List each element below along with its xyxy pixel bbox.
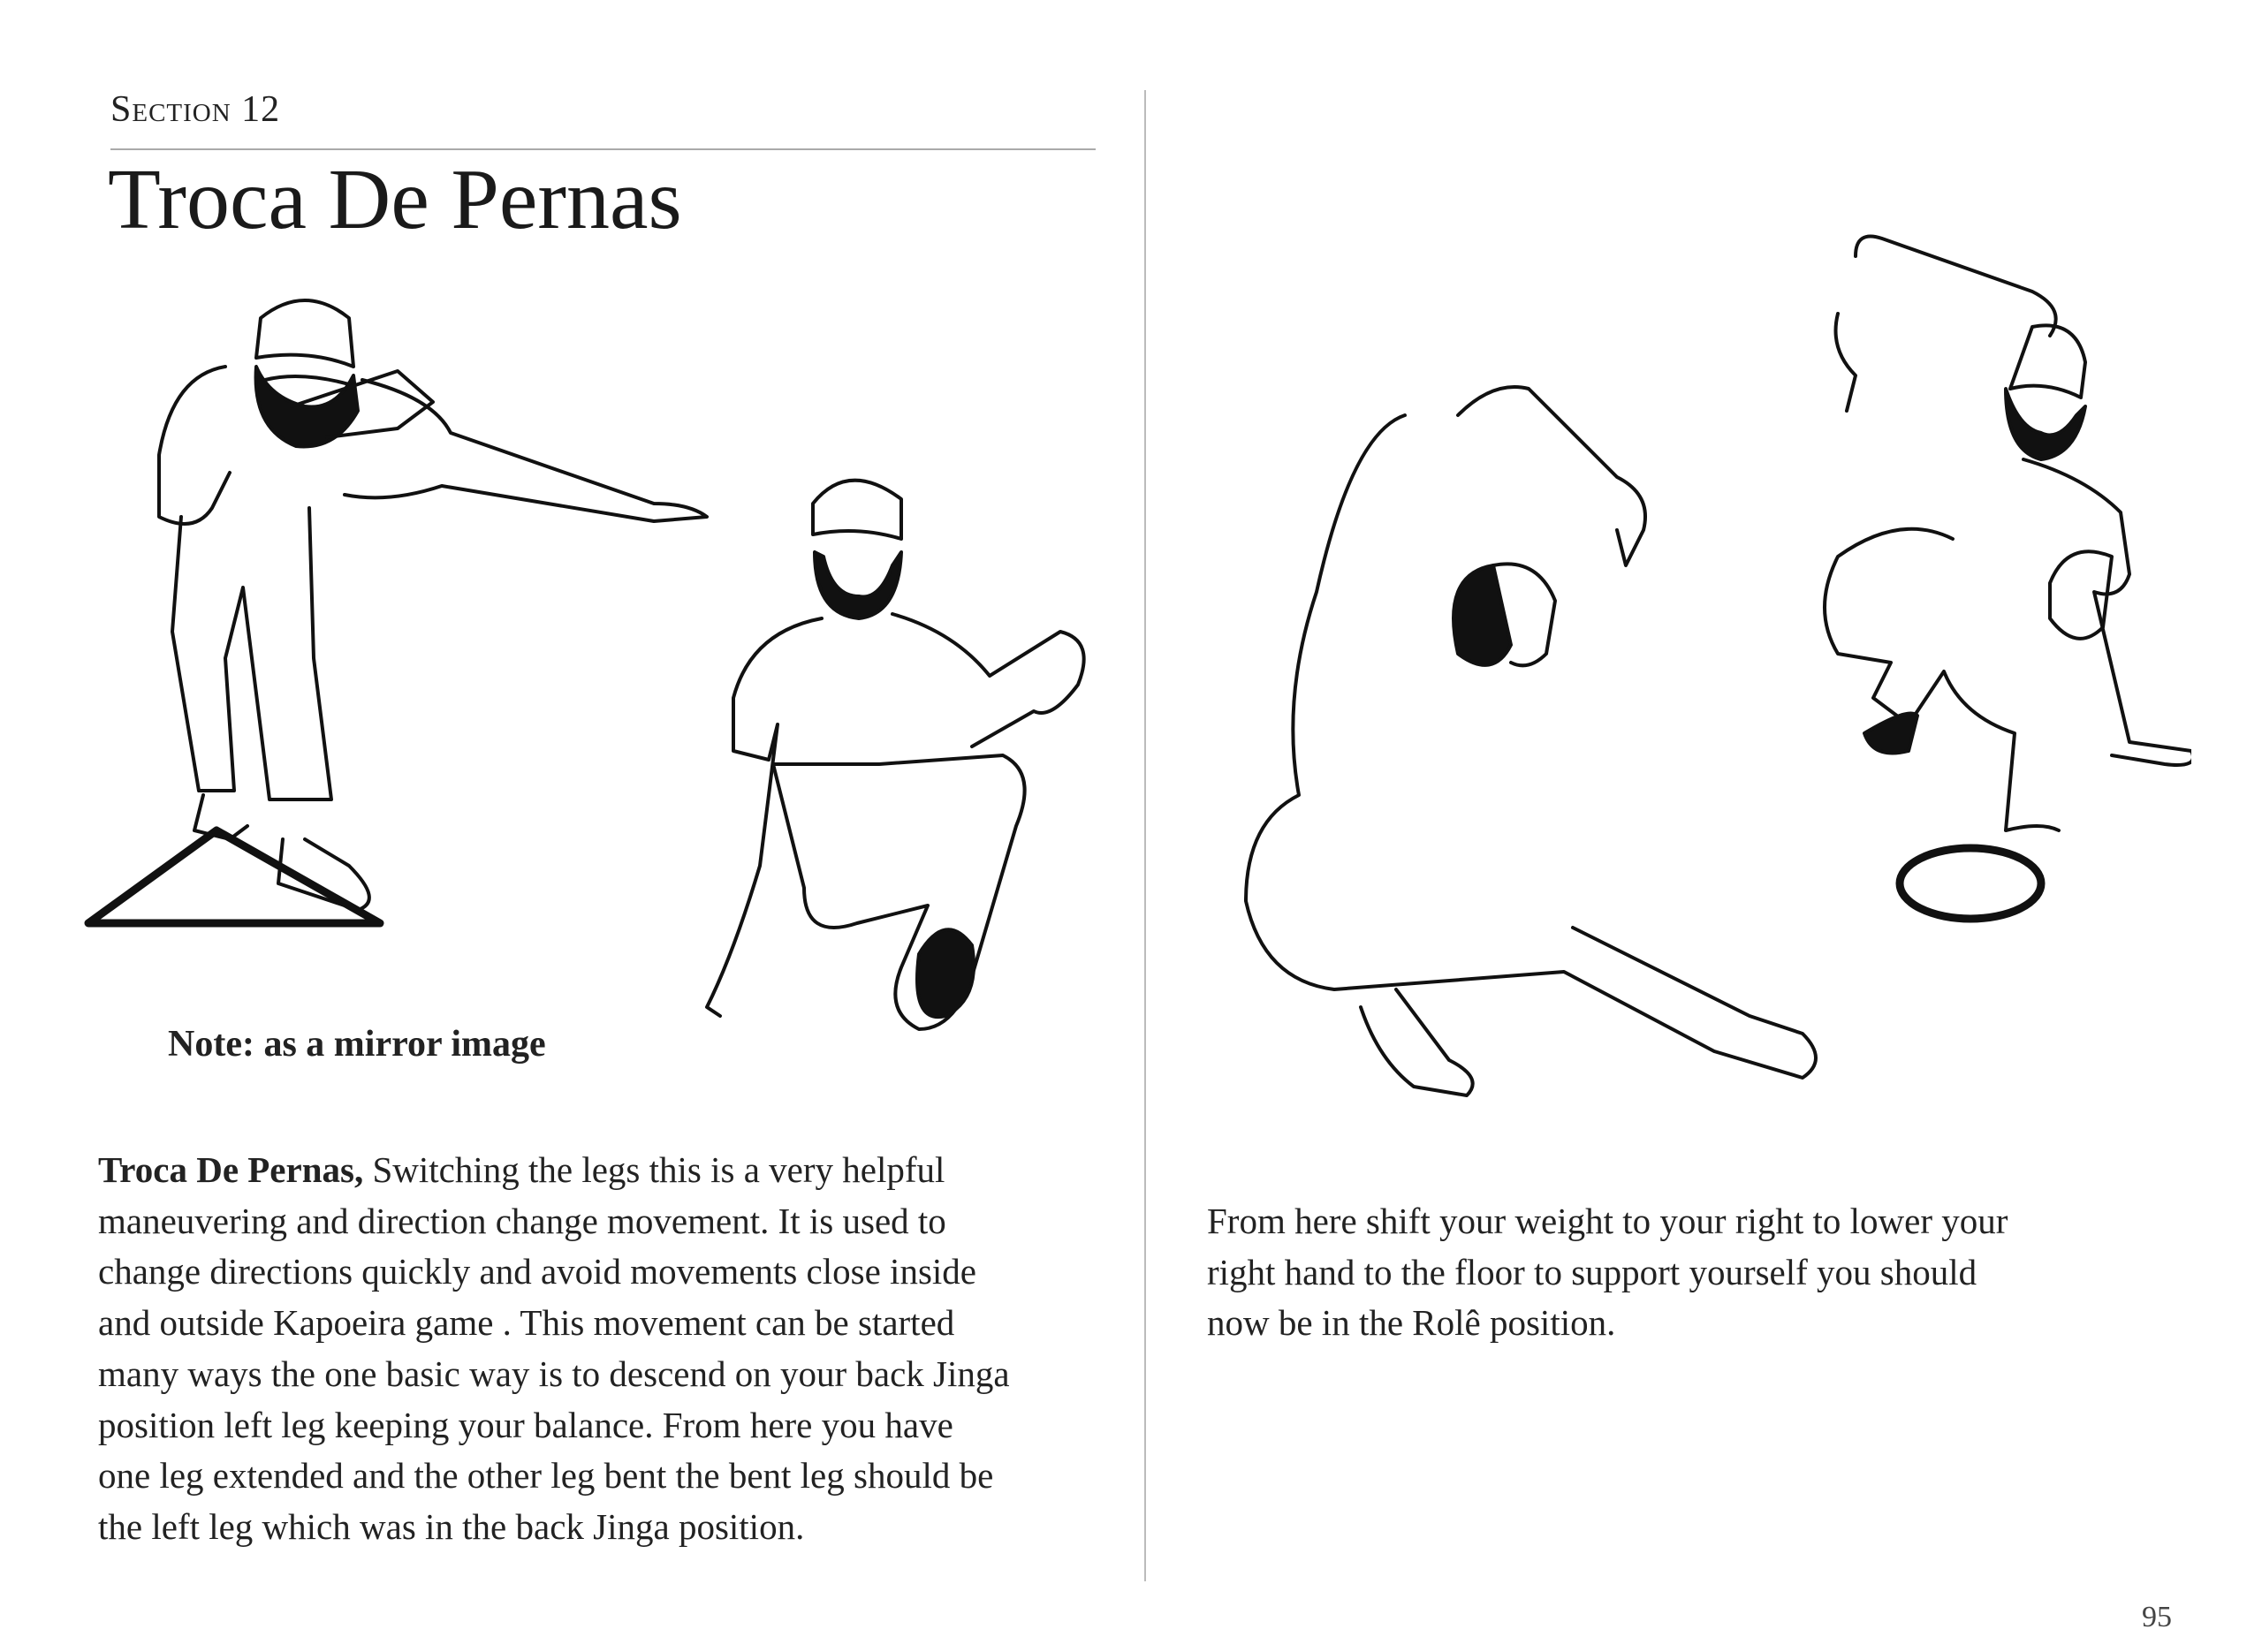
page-number: 95 (2142, 1601, 2172, 1633)
body-line: right hand to the floor to support yourself you should (1207, 1251, 1977, 1292)
body-lead-term: Troca De Pernas, (98, 1149, 364, 1190)
figure-descending (707, 481, 1084, 1029)
left-body-text (98, 1145, 1010, 1553)
body-line: many ways the one basic way is to descend on your back Jinga (98, 1353, 1010, 1394)
body-line: maneuvering and direction change movement. It is used to (98, 1200, 946, 1241)
section-label: Section 12 (110, 89, 281, 130)
body-line: and outside Kapoeira game . This movement can be started (98, 1302, 955, 1344)
body-line: now be in the Rolê position. (1207, 1302, 1616, 1344)
body-line (98, 1145, 1010, 1196)
body-line: position left leg keeping your balance. From here you have (98, 1404, 953, 1445)
right-body-text (1207, 1196, 2008, 1349)
page-divider (1144, 90, 1146, 1581)
body-line: change directions quickly and avoid movements close inside (98, 1251, 976, 1292)
body-line-text: Switching the legs this is a very helpful (363, 1149, 945, 1190)
page-title: Troca De Pernas (108, 152, 682, 247)
illustration-jinga-descend (71, 265, 1113, 1104)
body-line: From here shift your weight to your right to lower your (1207, 1201, 2008, 1241)
illustration-role (1158, 230, 2191, 1166)
figure-crouching (1246, 387, 1816, 1095)
mirror-note: Note: as a mirror image (168, 1024, 546, 1065)
body-line: the left leg which was in the back Jinga position. (98, 1505, 805, 1547)
figure-role (1825, 237, 2191, 920)
figure-jinga (159, 300, 707, 910)
body-line: one leg extended and the other leg bent the bent leg should be (98, 1455, 994, 1497)
